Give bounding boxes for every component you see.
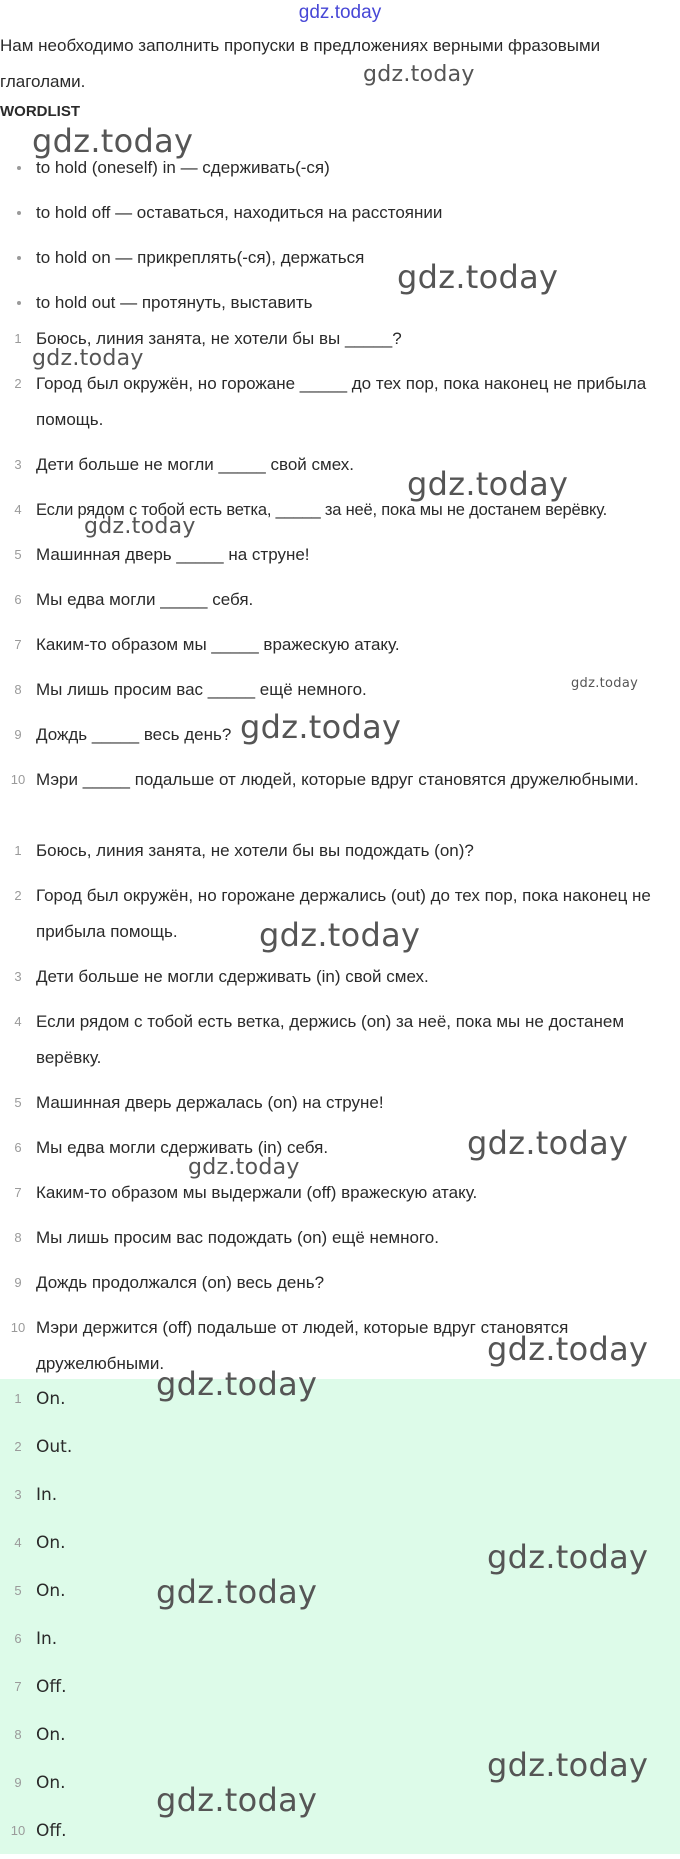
answer-item: 8 On.: [0, 1715, 680, 1763]
translation-list: [0, 833, 680, 1391]
item-number: 6: [14, 1631, 22, 1646]
answer-item: 7 Off.: [0, 1667, 680, 1715]
translation-item: 9 Дождь продолжался (on) весь день?: [0, 1265, 680, 1310]
watermark: gdz.today: [487, 1330, 649, 1368]
watermark: gdz.today: [188, 1155, 300, 1180]
item-number: 1: [14, 843, 22, 858]
translation-item: 7 Каким-то образом мы выдержали (off) вражескую атаку.: [0, 1175, 680, 1220]
exercise-item: 3 Дети больше не могли _____ свой смех.: [0, 447, 680, 492]
exercise-item: 9 Дождь _____ весь день?: [0, 717, 680, 762]
item-number: 9: [14, 1775, 22, 1790]
item-number: 8: [14, 1727, 22, 1742]
exercise-item: 8 Мы лишь просим вас _____ ещё немного.: [0, 672, 680, 717]
bullet-icon: [17, 256, 21, 260]
answers-panel: [0, 1379, 680, 1854]
watermark: gdz.today: [467, 1124, 629, 1162]
item-number: 6: [14, 592, 22, 607]
item-number: 7: [14, 1185, 22, 1200]
item-number: 4: [14, 502, 22, 517]
translation-item: 10 Мэри держится (off) подальше от людей, которые вдруг становятся дружелюбными.: [0, 1310, 680, 1391]
translation-item: 8 Мы лишь просим вас подождать (on) ещё немного.: [0, 1220, 680, 1265]
item-number: 10: [10, 772, 26, 787]
item-number: 3: [14, 969, 22, 984]
exercise-item: 4 Если рядом с тобой есть ветка, _____ за неё, пока мы не достанем верёвку.: [0, 492, 680, 537]
translation-item: 5 Машинная дверь держалась (on) на струне!: [0, 1085, 680, 1130]
translation-item: 4 Если рядом с тобой есть ветка, держись (on) за неё, пока мы не достанем верёвку.: [0, 1004, 680, 1085]
item-number: 10: [10, 1320, 26, 1335]
item-number: 1: [14, 1391, 22, 1406]
item-number: 9: [14, 727, 22, 742]
translation-item: 6 Мы едва могли сдерживать (in) себя.: [0, 1130, 680, 1175]
item-number: 5: [14, 1583, 22, 1598]
item-number: 7: [14, 637, 22, 652]
watermark: gdz.today: [571, 676, 639, 691]
task-intro: Нам необходимо заполнить пропуски в предложениях верными фразовыми глаголами.: [0, 36, 601, 91]
wordlist-item: to hold off — оставаться, находиться на расстоянии: [0, 195, 672, 240]
item-number: 4: [14, 1535, 22, 1550]
item-number: 3: [14, 457, 22, 472]
answer-item: 9 On.: [0, 1763, 680, 1811]
translation-item: 1 Боюсь, линия занята, не хотели бы вы подождать (on)?: [0, 833, 680, 878]
wordlist-item: to hold (oneself) in — сдерживать(-ся): [0, 150, 672, 195]
watermark: gdz.today: [259, 916, 421, 954]
watermark: gdz.today: [407, 465, 569, 503]
watermark: gdz.today: [156, 1781, 318, 1819]
item-number: 5: [14, 547, 22, 562]
wordlist: [0, 150, 672, 330]
answer-item: 6 In.: [0, 1619, 680, 1667]
answer-item: 10 Off.: [0, 1811, 680, 1859]
exercise-item: 7 Каким-то образом мы _____ вражескую атаку.: [0, 627, 680, 672]
item-number: 4: [14, 1014, 22, 1029]
watermark: gdz.today: [32, 346, 144, 371]
bullet-icon: [17, 211, 21, 215]
watermark: gdz.today: [156, 1573, 318, 1611]
item-number: 6: [14, 1140, 22, 1155]
watermark: gdz.today: [487, 1538, 649, 1576]
bullet-icon: [17, 301, 21, 305]
translation-item: 2 Город был окружён, но горожане держались (out) до тех пор, пока наконец не прибыла помощь.: [0, 878, 680, 959]
watermark: gdz.today: [363, 62, 475, 87]
bullet-icon: [17, 166, 21, 170]
item-number: 9: [14, 1275, 22, 1290]
answer-item: 4 On.: [0, 1523, 680, 1571]
watermark: gdz.today: [397, 258, 559, 296]
item-number: 5: [14, 1095, 22, 1110]
item-number: 1: [14, 331, 22, 346]
item-number: 2: [14, 1439, 22, 1454]
answer-item: 2 Out.: [0, 1427, 680, 1475]
item-number: 3: [14, 1487, 22, 1502]
watermark: gdz.today: [32, 122, 194, 160]
answers-list: [0, 1379, 680, 1859]
exercise-list: [0, 321, 680, 843]
item-number: 2: [14, 376, 22, 391]
exercise-item: 6 Мы едва могли _____ себя.: [0, 582, 680, 627]
watermark: gdz.today: [156, 1365, 318, 1403]
answer-item: 3 In.: [0, 1475, 680, 1523]
exercise-item: 1 Боюсь, линия занята, не хотели бы вы _____?: [0, 321, 680, 366]
item-number: 10: [10, 1823, 26, 1838]
item-number: 2: [14, 888, 22, 903]
item-number: 8: [14, 682, 22, 697]
answer-item: 1 On.: [0, 1379, 680, 1427]
watermark: gdz.today: [487, 1746, 649, 1784]
translation-item: 3 Дети больше не могли сдерживать (in) свой смех.: [0, 959, 680, 1004]
wordlist-item: to hold out — протянуть, выставить: [0, 285, 672, 330]
exercise-item: 5 Машинная дверь _____ на струне!: [0, 537, 680, 582]
site-logo[interactable]: gdz.today: [298, 2, 382, 23]
watermark: gdz.today: [84, 514, 196, 539]
watermark: gdz.today: [240, 708, 402, 746]
exercise-item: 10 Мэри _____ подальше от людей, которые вдруг становятся дружелюбными.: [0, 762, 680, 843]
item-number: 8: [14, 1230, 22, 1245]
wordlist-heading: WORDLIST: [0, 103, 80, 120]
item-number: 7: [14, 1679, 22, 1694]
exercise-item: 2 Город был окружён, но горожане _____ до тех пор, пока наконец не прибыла помощь.: [0, 366, 680, 447]
wordlist-item: to hold on — прикреплять(-ся), держаться: [0, 240, 672, 285]
answer-item: 5 On.: [0, 1571, 680, 1619]
